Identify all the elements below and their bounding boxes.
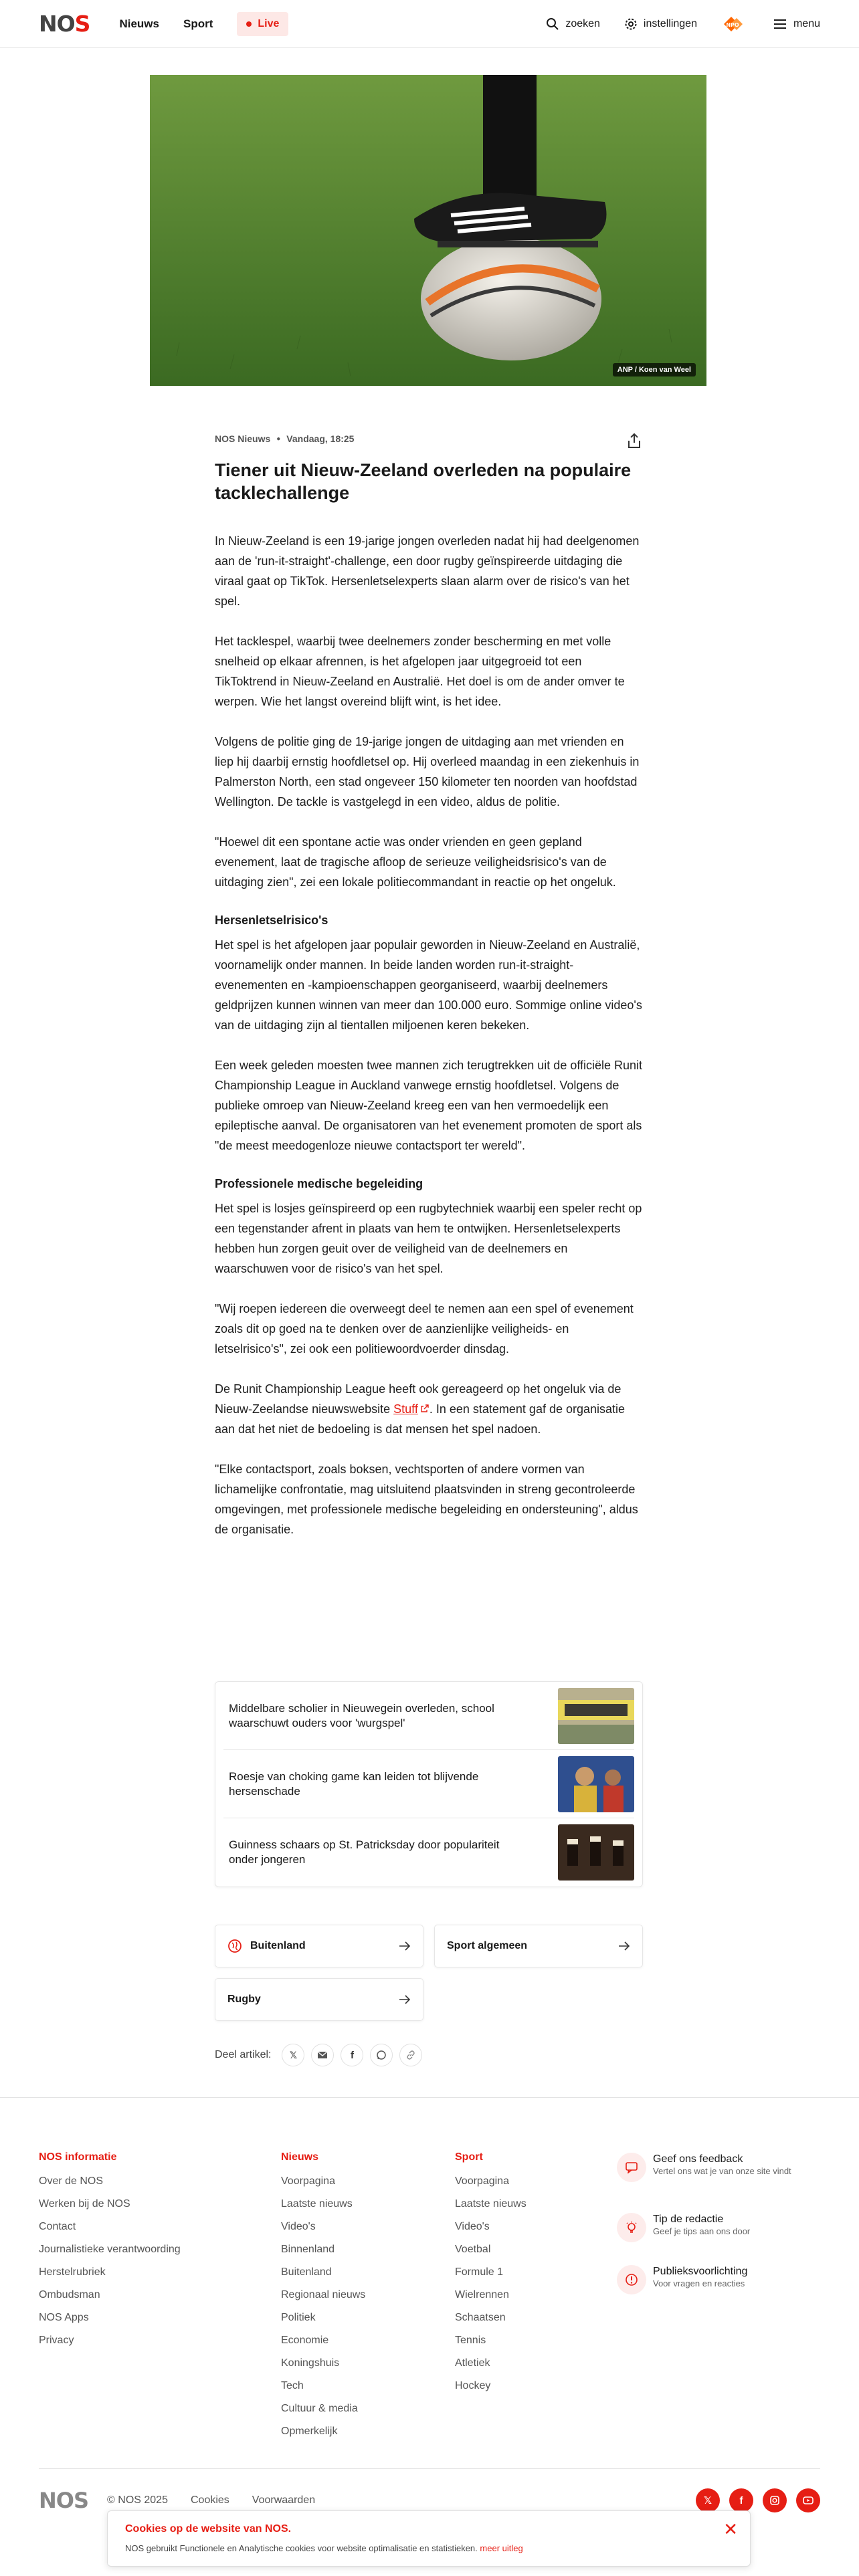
footer-link[interactable]: Werken bij de NOS <box>39 2198 130 2210</box>
footer-link[interactable]: Schaatsen <box>455 2312 506 2323</box>
x-icon: 𝕏 <box>289 2049 298 2060</box>
arrow-right-icon <box>618 1941 630 1951</box>
tip-box[interactable] <box>617 2213 750 2242</box>
related-title: Guinness schaars op St. Patricksday door populariteit onder jongeren <box>229 1838 500 1866</box>
footer-link[interactable]: Voetbal <box>455 2244 491 2255</box>
feedback-box[interactable] <box>617 2153 791 2182</box>
share-button[interactable] <box>626 432 643 449</box>
rugby-ball-photo <box>150 75 706 386</box>
footer-link[interactable]: Atletiek <box>455 2357 490 2369</box>
cookie-title: Cookies op de website van NOS. <box>125 2523 292 2535</box>
footer-link[interactable]: Opmerkelijk <box>281 2426 338 2437</box>
arrow-right-icon <box>399 1995 411 2004</box>
menu-label: menu <box>793 17 820 29</box>
facebook-icon: f <box>350 2049 354 2061</box>
tag-label: Buitenland <box>250 1940 306 1951</box>
share-whatsapp-button[interactable] <box>370 2044 393 2066</box>
info-box[interactable] <box>617 2265 747 2294</box>
article-body <box>215 531 643 1539</box>
footer-link[interactable]: Privacy <box>39 2335 74 2346</box>
related-item[interactable] <box>223 1818 634 1887</box>
paragraph-text: De Runit Championship League heeft ook gereageerd op het ongeluk via de Nieuw-Zeelandse nieuwswebsite <box>215 1382 622 1416</box>
footer-link[interactable]: NOS Apps <box>39 2312 89 2323</box>
external-link-icon <box>420 1404 430 1413</box>
article-paragraph: Een week geleden moesten twee mannen zich terugtrekken uit de officiële Runit Championship League in Auckland vanwege ernstig hoofdletsel. Volgens de publieke omroep van Nieuw-Zeeland kreeg een van hen vermoedelijk een epileptische aanval. De organisatoren van het evenement promoten de sport als "de meest meedogenloze nieuwe contactsport ter wereld". <box>215 1059 643 1152</box>
footer-link[interactable]: Wielrennen <box>455 2289 509 2300</box>
tag-buitenland[interactable] <box>215 1925 423 1967</box>
search-icon <box>546 17 559 31</box>
link-icon <box>405 2050 416 2060</box>
article-paragraph: "Wij roepen iedereen die overweegt deel te nemen aan een spel of evenement zoals dit op goed na te denken over de aanzienlijke veiligheids- en letselrisico's", zei ook een politiewoordvoerder dinsdag. <box>215 1302 634 1356</box>
info-icon <box>617 2265 646 2294</box>
meta-separator-icon: ● <box>276 435 281 443</box>
share-row <box>215 2044 422 2066</box>
footer-link[interactable]: Laatste nieuws <box>281 2198 353 2210</box>
footer-col-nos-informatie <box>39 2151 181 2352</box>
footer-link[interactable]: Video's <box>281 2221 316 2232</box>
menu-button[interactable] <box>774 18 820 30</box>
footer-link[interactable]: Regionaal nieuws <box>281 2289 366 2300</box>
article-subheading: Hersenletselrisico's <box>215 914 328 927</box>
site-header <box>0 0 859 48</box>
live-button[interactable] <box>237 12 288 36</box>
related-title: Middelbare scholier in Nieuwegein overleden, school waarschuwt ouders voor 'wurgspel' <box>229 1701 494 1729</box>
email-icon <box>317 2051 328 2059</box>
npo-logo-icon <box>721 15 744 33</box>
related-thumbnail <box>558 1756 634 1812</box>
share-label: Deel artikel: <box>215 2049 272 2060</box>
footer-link[interactable]: Economie <box>281 2335 329 2346</box>
article-source[interactable]: NOS Nieuws <box>215 433 271 444</box>
share-x-button[interactable] <box>282 2044 304 2066</box>
related-item[interactable] <box>223 1750 634 1818</box>
related-title: Roesje van choking game kan leiden tot blijvende hersenschade <box>229 1769 479 1798</box>
article-time: Vandaag, 18:25 <box>286 433 355 444</box>
hamburger-icon <box>774 19 787 29</box>
footer-link[interactable]: Tennis <box>455 2335 486 2346</box>
footer-link[interactable]: Formule 1 <box>455 2266 504 2278</box>
footer-link[interactable]: Voorpagina <box>281 2175 335 2187</box>
article-subheading: Professionele medische begeleiding <box>215 1177 423 1190</box>
tag-label: Sport algemeen <box>447 1940 528 1951</box>
footer-logo[interactable]: NOS <box>39 2488 89 2513</box>
stuff-link[interactable]: Stuff <box>393 1402 418 1416</box>
share-link-button[interactable] <box>399 2044 422 2066</box>
footer-heading: NOS informatie <box>39 2151 117 2163</box>
footer-link[interactable]: Buitenland <box>281 2266 332 2278</box>
article-paragraph: Het tacklespel, waarbij twee deelnemers zonder bescherming en met volle snelheid op elkaar afrennen, is het afgelopen jaar uitgegroeid tot een TikToktrend in Nieuw-Zeeland en Australië. Het doel is om de ander omver te werpen. Wie het langst overeind blijft wint, is het idee. <box>215 635 625 708</box>
article-paragraph: Het spel is het afgelopen jaar populair geworden in Nieuw-Zeeland en Australië, voornamelijk onder mannen. In beide landen worden run-it-straight-evenementen en -kampioenschappen georganiseerd, waarbij deelnemers geldprijzen kunnen winnen van meer dan 100.000 euro. Sommige online video's van de uitdaging zijn al tientallen miljoenen keren bekeken. <box>215 938 642 1032</box>
share-facebook-button[interactable] <box>341 2044 363 2066</box>
tag-label: Rugby <box>227 1994 261 2005</box>
social-links <box>686 2488 820 2512</box>
instagram-social-icon[interactable] <box>763 2488 787 2512</box>
globe-icon <box>227 1939 242 1953</box>
search-label: zoeken <box>565 17 600 29</box>
share-email-button[interactable] <box>311 2044 334 2066</box>
related-item[interactable] <box>223 1682 634 1750</box>
close-icon[interactable]: ✕ <box>723 2519 738 2539</box>
article-paragraph: In Nieuw-Zeeland is een 19-jarige jongen overleden nadat hij had deelgenomen aan de 'run-it-straight'-challenge, een door rugby geïnspireerde uitdaging die viraal gaat op TikTok. Hersenletselexperts slaan alarm over de risico's van het spel. <box>215 534 640 608</box>
article-title: Tiener uit Nieuw-Zeeland overleden na populaire tacklechallenge <box>215 460 632 503</box>
footer-link[interactable]: Politiek <box>281 2312 316 2323</box>
footer-link[interactable]: Over de NOS <box>39 2175 104 2187</box>
footer-bottom <box>39 2488 820 2513</box>
tag-sport-algemeen[interactable] <box>434 1925 643 1967</box>
footer-link[interactable]: Hockey <box>455 2380 491 2391</box>
whatsapp-icon <box>376 2050 387 2060</box>
footer-link[interactable]: Cultuur & media <box>281 2403 358 2414</box>
feedback-sub: Vertel ons wat je van onze site vindt <box>653 2166 791 2176</box>
footer-link[interactable]: Journalistieke verantwoording <box>39 2244 181 2255</box>
search-button[interactable] <box>546 17 600 31</box>
copyright: © NOS 2025 <box>107 2494 168 2506</box>
feedback-title: Geef ons feedback <box>653 2153 743 2165</box>
footer-divider <box>39 2468 820 2469</box>
nav-nieuws[interactable]: Nieuws <box>119 17 159 30</box>
footer-link[interactable]: Tech <box>281 2380 304 2391</box>
feedback-icon <box>617 2153 646 2182</box>
facebook-social-icon[interactable]: f <box>729 2488 753 2512</box>
footer-col-nieuws <box>281 2151 365 2443</box>
hero-image <box>150 75 706 386</box>
footer-link[interactable]: Laatste nieuws <box>455 2198 527 2210</box>
share-icon <box>626 432 643 449</box>
cookie-banner <box>107 2510 751 2567</box>
article-paragraph <box>215 1379 643 1439</box>
footer-col-sport <box>455 2151 527 2397</box>
article-paragraph: Volgens de politie ging de 19-jarige jongen de uitdaging aan met vrienden en liep hij daarbij ernstig hoofdletsel op. Hij overleed maandag in een ziekenhuis in Palmerston North, een stad ongeveer 150 kilometer ten noorden van hoofdstad Wellington. De tackle is vastgelegd in een video, aldus de politie. <box>215 735 640 809</box>
nav-sport[interactable]: Sport <box>183 17 213 30</box>
voorwaarden-link[interactable]: Voorwaarden <box>252 2494 316 2506</box>
cookie-text <box>125 2543 733 2553</box>
nos-logo[interactable] <box>39 11 90 37</box>
article <box>215 433 643 1539</box>
related-thumbnail <box>558 1688 634 1744</box>
tip-sub: Geef je tips aan ons door <box>653 2226 751 2236</box>
article-paragraph: "Hoewel dit een spontane actie was onder vrienden en geen gepland evenement, laat de tragische afloop de serieuze veiligheidsrisico's van de uitdaging zien", zei een lokale politiecommandant in reactie op het ongeluk. <box>215 835 616 889</box>
logo-mark-tail: S <box>74 11 90 37</box>
live-label: Live <box>258 17 280 29</box>
cookies-link[interactable]: Cookies <box>190 2494 229 2506</box>
x-social-icon[interactable]: 𝕏 <box>696 2488 720 2512</box>
footer-link[interactable]: Video's <box>455 2221 490 2232</box>
paragraph-text: . In een statement gaf de organisatie aan dat het niet de bedoeling is dat mensen het spel nadoen. <box>215 1402 626 1436</box>
tag-rugby[interactable] <box>215 1978 423 2021</box>
cookie-more-link[interactable]: meer uitleg <box>480 2543 523 2553</box>
related-articles <box>215 1681 643 1887</box>
gear-icon <box>624 17 638 31</box>
photo-credit: ANP / Koen van Weel <box>613 363 696 377</box>
footer-link[interactable]: Koningshuis <box>281 2357 340 2369</box>
settings-label: instellingen <box>643 17 697 29</box>
footer-heading: Sport <box>455 2151 483 2163</box>
footer-heading: Nieuws <box>281 2151 319 2163</box>
article-paragraph: Het spel is losjes geïnspireerd op een rugbytechniek waarbij een speler recht op een tegenstander afrent in plaats van hem te ontwijken. Hersenletselexperts hebben hun zorgen geuit over de veiligheid van de deelnemers en waarschuwen voor de risico's van het spel. <box>215 1202 642 1275</box>
logo-mark: NO <box>39 11 75 37</box>
article-paragraph: "Elke contactsport, zoals boksen, vechtsporten of andere vormen van lichamelijke confrontatie, mag uitsluitend plaatsvinden in streng gecontroleerde omgevingen, met professionele medische begeleiding en ondersteuning", aldus de organisatie. <box>215 1463 638 1536</box>
info-sub: Voor vragen en reacties <box>653 2278 745 2288</box>
svg-text:NPO: NPO <box>726 21 739 28</box>
lightbulb-icon <box>617 2213 646 2242</box>
tip-title: Tip de redactie <box>653 2214 724 2225</box>
article-meta <box>215 433 643 444</box>
footer-link[interactable]: Herstelrubriek <box>39 2266 106 2278</box>
related-thumbnail <box>558 1824 634 1881</box>
footer-link[interactable]: Contact <box>39 2221 76 2232</box>
arrow-right-icon <box>399 1941 411 1951</box>
live-dot-icon <box>246 21 252 27</box>
info-title: Publieksvoorlichting <box>653 2266 748 2277</box>
footer-link[interactable]: Binnenland <box>281 2244 335 2255</box>
cookie-body: NOS gebruikt Functionele en Analytische cookies voor website optimalisatie en statistieken. <box>125 2543 478 2553</box>
settings-button[interactable] <box>624 17 697 31</box>
footer-link[interactable]: Ombudsman <box>39 2289 100 2300</box>
footer-link[interactable]: Voorpagina <box>455 2175 509 2187</box>
youtube-social-icon[interactable] <box>796 2488 820 2512</box>
npo-logo-button[interactable] <box>721 15 750 33</box>
